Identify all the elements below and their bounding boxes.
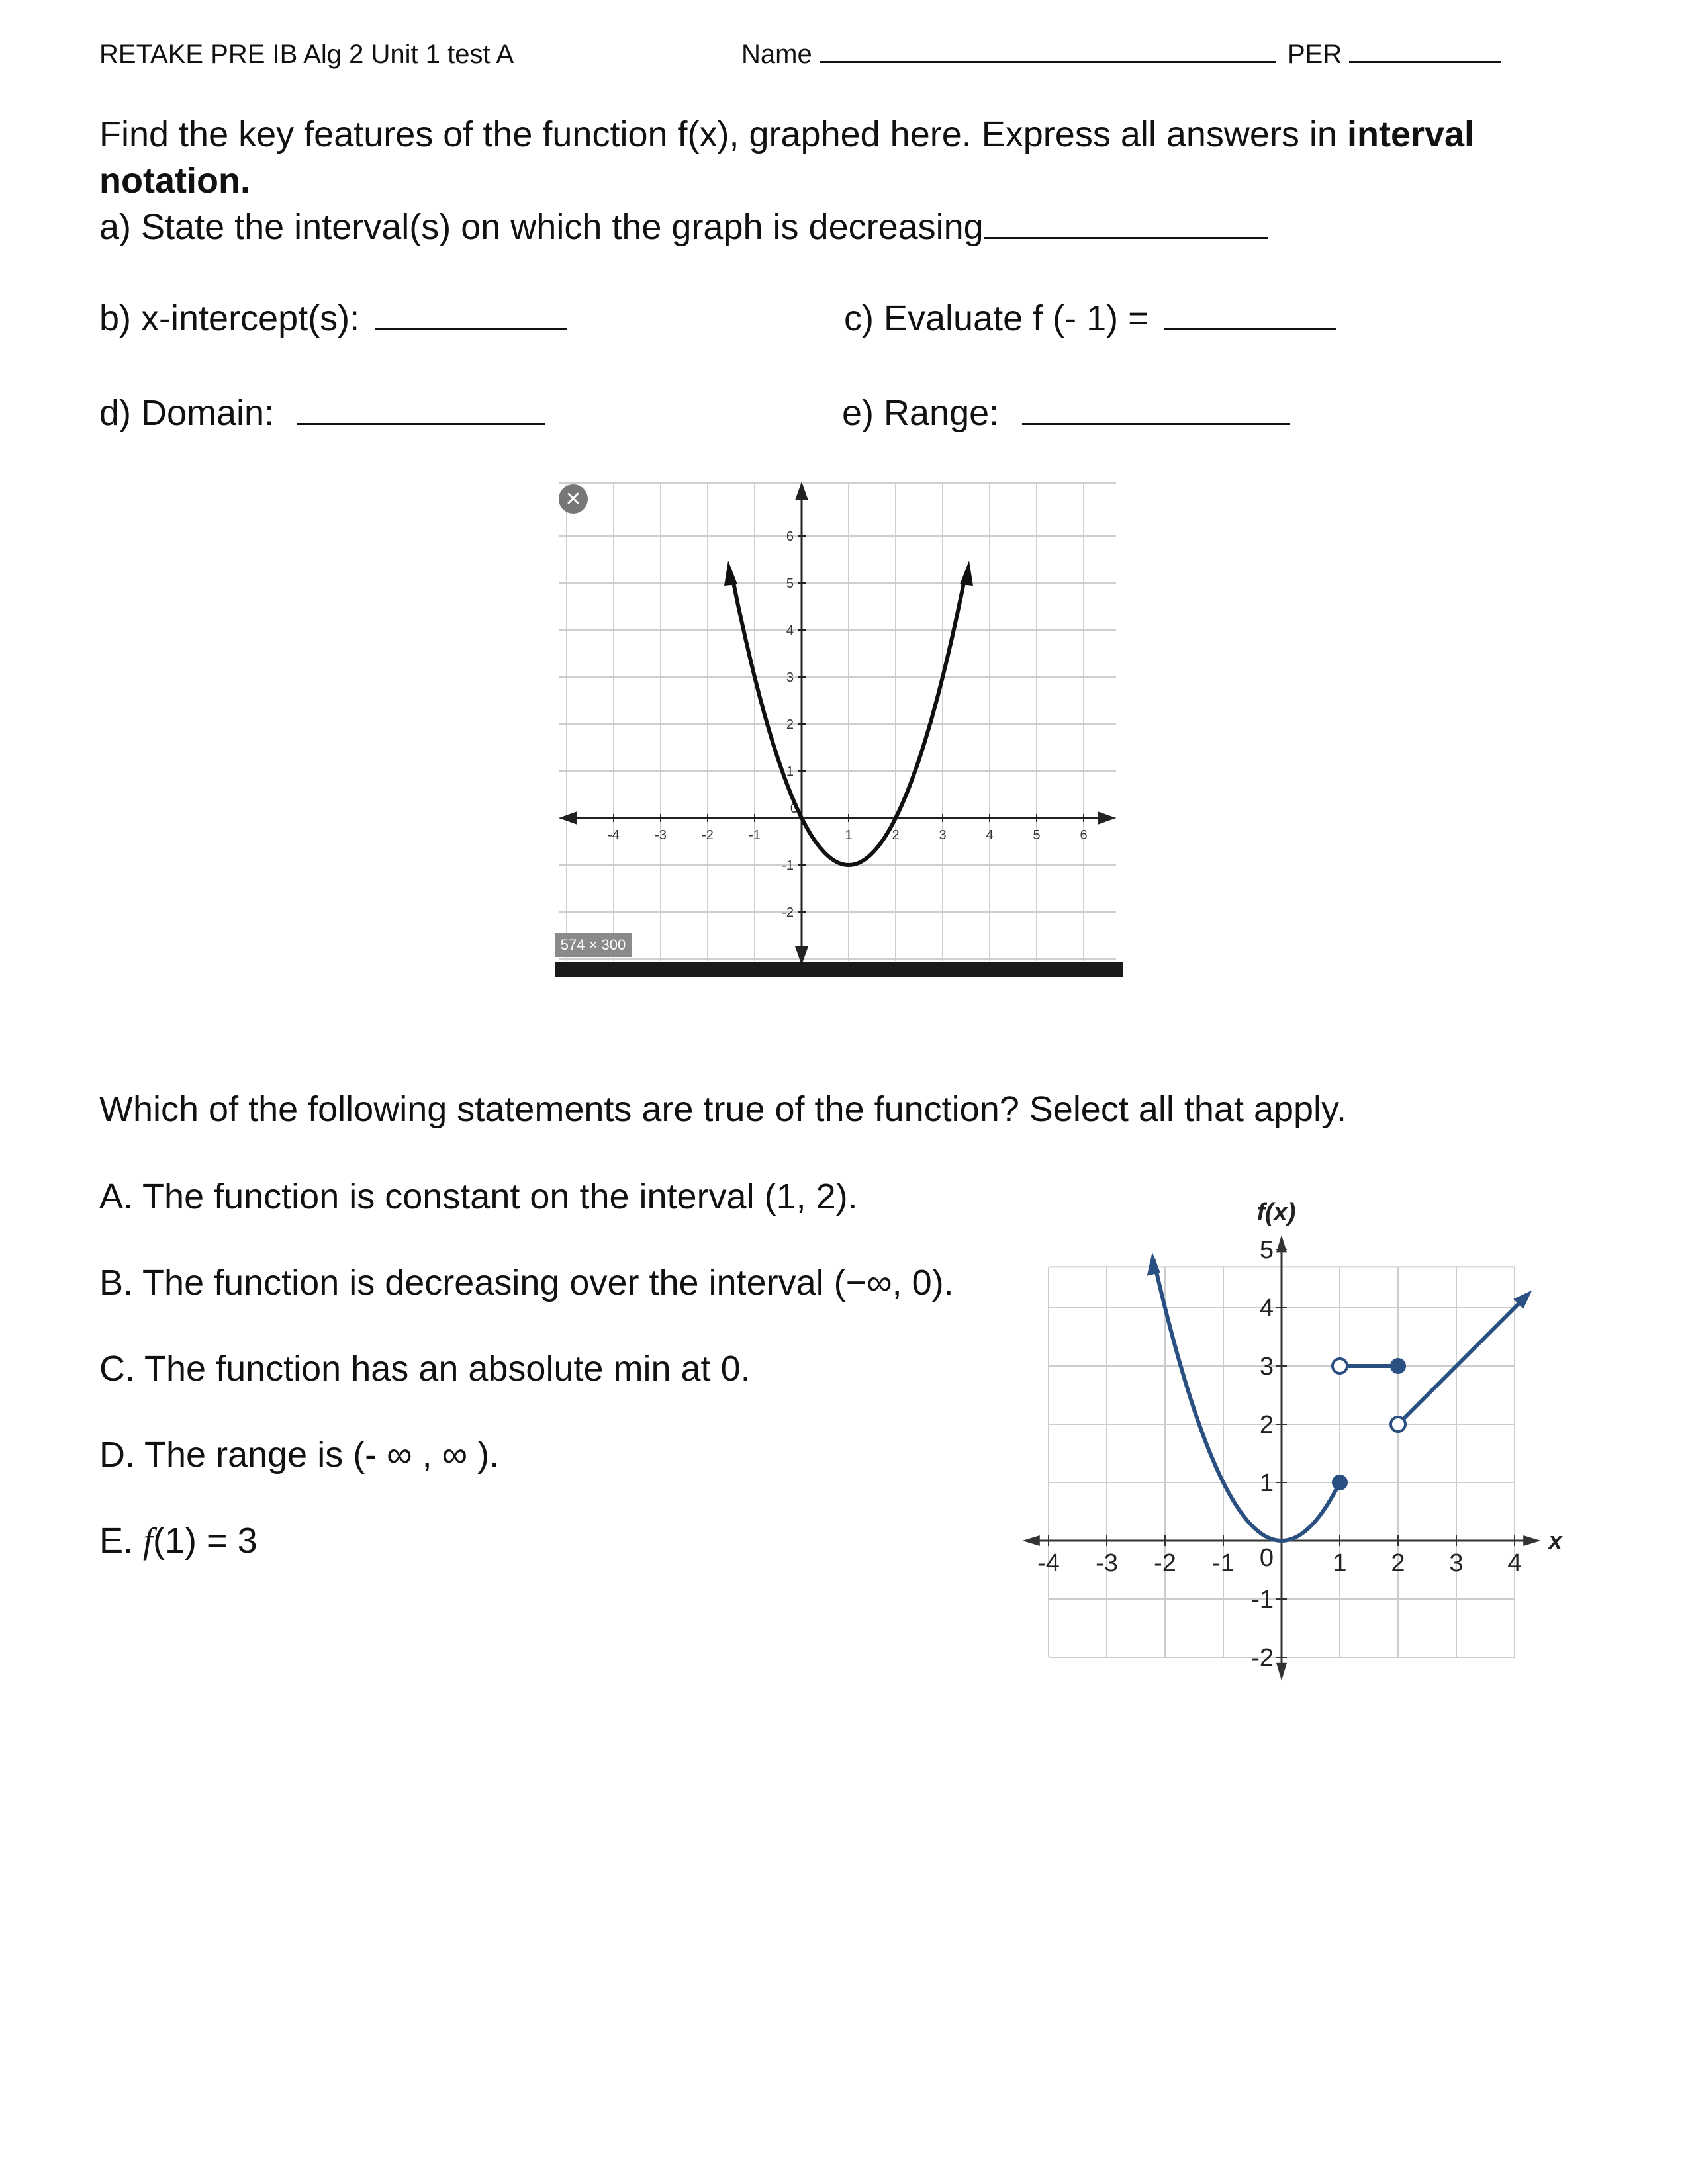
x-tick-label: -3 bbox=[1096, 1549, 1118, 1577]
y-tick-label: 6 bbox=[786, 529, 794, 544]
x-axis-arrow-right bbox=[1523, 1535, 1540, 1546]
x-axis-arrow-left bbox=[1022, 1535, 1039, 1546]
y-tick-label: -2 bbox=[782, 905, 794, 920]
piece-linear bbox=[1398, 1302, 1521, 1424]
open-point bbox=[1391, 1417, 1405, 1432]
intro-line bbox=[99, 114, 1474, 155]
per-label bbox=[1288, 40, 1501, 69]
x-tick-label: 2 bbox=[892, 828, 900, 842]
option-e-prefix: E. bbox=[99, 1521, 144, 1561]
name-label-text: Name bbox=[741, 40, 812, 69]
x-tick-label: 2 bbox=[1391, 1549, 1405, 1577]
question-b bbox=[99, 298, 567, 339]
option-c: C. The function has an absolute min at 0. bbox=[99, 1349, 751, 1388]
x-tick-label: 1 bbox=[845, 828, 853, 842]
y-tick-label: 1 bbox=[1259, 1469, 1274, 1497]
option-e-func: f bbox=[143, 1521, 154, 1561]
question-e bbox=[842, 392, 1290, 433]
x-tick-label: -2 bbox=[702, 828, 714, 842]
per-field[interactable] bbox=[1349, 60, 1501, 63]
question-c-text: c) Evaluate f (- 1) = bbox=[844, 298, 1149, 338]
intro-bold-2: notation. bbox=[99, 161, 250, 201]
x-tick-label: 5 bbox=[1033, 828, 1041, 842]
piecewise-graph bbox=[1006, 1165, 1575, 1707]
x-axis-arrow-right bbox=[1098, 811, 1116, 825]
question-d-text: d) Domain: bbox=[99, 393, 275, 433]
per-label-text: PER bbox=[1288, 40, 1342, 69]
x-tick-label: 1 bbox=[1333, 1549, 1347, 1577]
x-axis-arrow-left bbox=[559, 811, 577, 825]
x-tick-label: -1 bbox=[749, 828, 761, 842]
x-tick-label: 6 bbox=[1080, 828, 1088, 842]
y-tick-label: -2 bbox=[1251, 1644, 1274, 1672]
closed-point bbox=[1390, 1358, 1406, 1374]
name-field[interactable] bbox=[820, 60, 1276, 63]
question-b-text: b) x-intercept(s): bbox=[99, 298, 360, 338]
size-badge-label: 574 × 300 bbox=[560, 936, 626, 953]
piece-parabola-arrow bbox=[1147, 1252, 1160, 1275]
x-tick-label: 4 bbox=[986, 828, 994, 842]
y-tick-label: 4 bbox=[786, 623, 794, 638]
name-label bbox=[741, 40, 1276, 69]
x-tick-label: -2 bbox=[1154, 1549, 1176, 1577]
intro-text: Find the key features of the function f(x), graphed here. Express all answers in bbox=[99, 114, 1347, 154]
x-tick-label: -3 bbox=[655, 828, 667, 842]
x-tick-label: 3 bbox=[939, 828, 947, 842]
y-tick-label: 3 bbox=[786, 670, 794, 685]
parabola-arrow-left bbox=[724, 561, 737, 586]
answer-e-field[interactable] bbox=[1022, 422, 1290, 425]
y-tick-label: 4 bbox=[1259, 1295, 1274, 1322]
y-tick-label: 2 bbox=[1259, 1411, 1274, 1439]
option-d: D. The range is (- ∞ , ∞ ). bbox=[99, 1435, 500, 1475]
y-axis-arrow-down bbox=[795, 946, 808, 965]
y-axis-title: f(x) bbox=[1256, 1199, 1296, 1226]
question-a-text: a) State the interval(s) on which the graph is decreasing bbox=[99, 207, 984, 247]
origin-label: 0 bbox=[1259, 1544, 1274, 1572]
option-e bbox=[99, 1520, 258, 1561]
x-tick-label: 3 bbox=[1449, 1549, 1464, 1577]
option-a: A. The function is constant on the interval (1, 2). bbox=[99, 1177, 858, 1216]
y-tick-label: -1 bbox=[1251, 1586, 1274, 1614]
x-tick-label: -4 bbox=[608, 828, 620, 842]
answer-c-field[interactable] bbox=[1164, 328, 1336, 330]
y-tick-label: 3 bbox=[1259, 1353, 1274, 1381]
closed-point bbox=[1332, 1475, 1348, 1490]
y-axis-arrow-up bbox=[795, 482, 808, 500]
x-tick-label: -4 bbox=[1037, 1549, 1060, 1577]
x-axis-title: x bbox=[1548, 1527, 1562, 1554]
answer-a-field[interactable] bbox=[984, 236, 1268, 239]
origin-label: 0 bbox=[790, 801, 798, 816]
x-tick-label: -1 bbox=[1212, 1549, 1235, 1577]
bottom-bar bbox=[555, 962, 1123, 977]
piece-parabola bbox=[1153, 1259, 1340, 1541]
test-title: RETAKE PRE IB Alg 2 Unit 1 test A bbox=[99, 40, 514, 69]
y-tick-label: 1 bbox=[786, 764, 794, 779]
intro-bold: interval bbox=[1346, 114, 1475, 154]
x-tick-label: 4 bbox=[1507, 1549, 1522, 1577]
y-axis-arrow-down bbox=[1276, 1663, 1287, 1680]
answer-d-field[interactable] bbox=[297, 422, 545, 425]
option-e-rest: (1) = 3 bbox=[153, 1521, 258, 1561]
question-e-text: e) Range: bbox=[842, 393, 1000, 433]
open-point bbox=[1333, 1359, 1347, 1373]
option-b: B. The function is decreasing over the interval (−∞, 0). bbox=[99, 1263, 954, 1302]
close-icon-glyph: ✕ bbox=[565, 488, 582, 510]
question-d bbox=[99, 392, 545, 433]
parabola-graph bbox=[555, 479, 1124, 982]
question-c bbox=[844, 298, 1336, 339]
answer-b-field[interactable] bbox=[375, 328, 567, 330]
parabola-arrow-right bbox=[960, 561, 973, 586]
question-a bbox=[99, 206, 1268, 248]
y-tick-label: 5 bbox=[786, 576, 794, 591]
y-tick-label: 5 bbox=[1259, 1236, 1274, 1264]
question-2: Which of the following statements are true of the function? Select all that apply. bbox=[99, 1089, 1347, 1129]
y-tick-label: -1 bbox=[782, 858, 794, 873]
y-tick-label: 2 bbox=[786, 717, 794, 732]
